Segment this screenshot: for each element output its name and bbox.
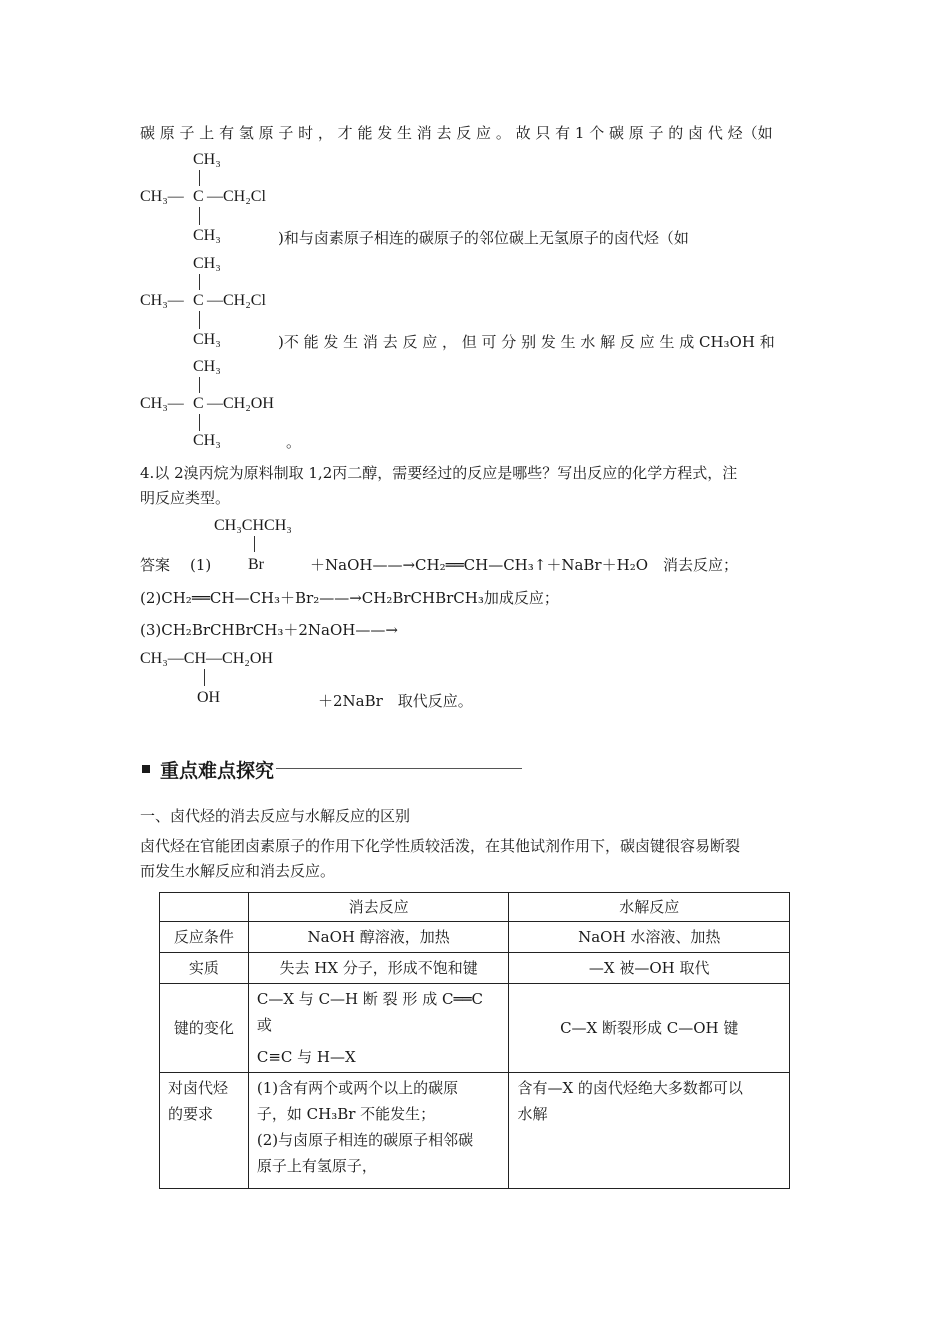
cell-line: 水解 xyxy=(517,1105,548,1123)
section-title: 重点难点探究 xyxy=(160,760,275,782)
cell-line: (2)与卤原子相连的碳原子相邻碳 xyxy=(256,1131,474,1149)
table-cell xyxy=(160,1073,249,1189)
cell-line: C—X 与 C—H 断 裂 形 成 C══C 或 xyxy=(256,990,483,1034)
table-cell xyxy=(248,1073,509,1189)
answer-step3-tail: ＋2NaBr 取代反应。 xyxy=(318,692,473,710)
table-cell: NaOH 醇溶液，加热 xyxy=(248,922,509,953)
section-bullet-icon xyxy=(142,765,150,773)
answer-label: 答案 xyxy=(140,556,171,574)
answer-step3-struct-sub: OH xyxy=(197,689,221,706)
table-header-cell xyxy=(160,893,249,922)
table-header-cell: 消去反应 xyxy=(248,893,509,922)
struct2-top: CH₃ xyxy=(193,255,221,272)
section-rule xyxy=(276,768,522,769)
answer-step1-struct-top: CH₃CHCH₃ xyxy=(214,517,292,534)
struct1-left: CH₃— xyxy=(140,188,184,205)
struct1-bottom: CH₃ xyxy=(193,227,221,244)
subsection-para-2: 而发生水解反应和消去反应。 xyxy=(140,862,336,880)
cell-line: 原子上有氢原子， xyxy=(256,1157,377,1175)
struct3-bottom: CH₃ xyxy=(193,432,221,449)
table-cell xyxy=(509,1073,790,1189)
struct3-top: CH₃ xyxy=(193,358,221,375)
answer-step2: (2)CH₂══CH—CH₃＋Br₂——→CH₂BrCHBrCH₃加成反应； xyxy=(140,589,559,607)
table-cell: —X 被—OH 取代 xyxy=(509,953,790,984)
answer-step3-struct-main: CH₃—CH—CH₂OH xyxy=(140,650,273,667)
struct1-right: —CH₂Cl xyxy=(207,188,266,205)
struct2-center: C xyxy=(193,292,204,309)
table-cell: 反应条件 xyxy=(160,922,249,953)
table-cell: C—X 断裂形成 C—OH 键 xyxy=(509,984,790,1073)
table-cell: 键的变化 xyxy=(160,984,249,1073)
answer-step1-struct-sub: Br xyxy=(248,556,264,573)
intro-line-1: 碳 原 子 上 有 氢 原 子 时 ， 才 能 发 生 消 去 反 应 。 故 只 有 1 个 碳 原 子 的 卤 代 烃（如 xyxy=(140,124,773,142)
cell-line: 子，如 CH₃Br 不能发生； xyxy=(256,1105,436,1123)
cell-line: (1)含有两个或两个以上的碳原 xyxy=(256,1079,459,1097)
table-header-row xyxy=(160,893,790,922)
question-4-line-1: 4.以 2溴丙烷为原料制取 1,2丙二醇，需要经过的反应是哪些？写出反应的化学方程式，注 xyxy=(140,464,738,482)
subsection-title: 一、卤代烃的消去反应与水解反应的区别 xyxy=(140,807,411,825)
intro-line-3: )不 能 发 生 消 去 反 应 ， 但 可 分 别 发 生 水 解 反 应 生 成 CH₃OH 和 xyxy=(278,333,775,351)
table-row xyxy=(160,953,790,984)
answer-step1-num: (1) xyxy=(190,556,212,574)
table-row xyxy=(160,922,790,953)
table-cell: 失去 HX 分子，形成不饱和键 xyxy=(248,953,509,984)
cell-line: 的要求 xyxy=(168,1105,214,1123)
struct3-center: C xyxy=(193,395,204,412)
struct1-top: CH₃ xyxy=(193,151,221,168)
struct3-right: —CH₂OH xyxy=(207,395,274,412)
cell-line: 含有—X 的卤代烃绝大多数都可以 xyxy=(517,1079,743,1097)
comparison-table xyxy=(159,892,790,1189)
struct2-left: CH₃— xyxy=(140,292,184,309)
table-cell: 实质 xyxy=(160,953,249,984)
struct2-right: —CH₂Cl xyxy=(207,292,266,309)
intro-line-2: )和与卤素原子相连的碳原子的邻位碳上无氢原子的卤代烃（如 xyxy=(278,229,689,247)
cell-line: 对卤代烃 xyxy=(168,1079,229,1097)
table-cell xyxy=(248,984,509,1073)
answer-step1-equation: ＋NaOH——→CH₂══CH—CH₃↑＋NaBr＋H₂O 消去反应； xyxy=(310,556,738,574)
struct3-left: CH₃— xyxy=(140,395,184,412)
subsection-para-1: 卤代烃在官能团卤素原子的作用下化学性质较活泼，在其他试剂作用下，碳卤键很容易断裂 xyxy=(140,837,741,855)
table-row xyxy=(160,984,790,1073)
table-cell: NaOH 水溶液、加热 xyxy=(509,922,790,953)
struct2-bottom: CH₃ xyxy=(193,331,221,348)
question-4-line-2: 明反应类型。 xyxy=(140,489,231,507)
table-row xyxy=(160,1073,790,1189)
cell-line: C≡C 与 H—X xyxy=(256,1048,356,1066)
intro-line-4-end: 。 xyxy=(286,433,302,451)
struct1-center: C xyxy=(193,188,204,205)
table-header-cell: 水解反应 xyxy=(509,893,790,922)
answer-step3: (3)CH₂BrCHBrCH₃＋2NaOH——→ xyxy=(140,621,398,639)
